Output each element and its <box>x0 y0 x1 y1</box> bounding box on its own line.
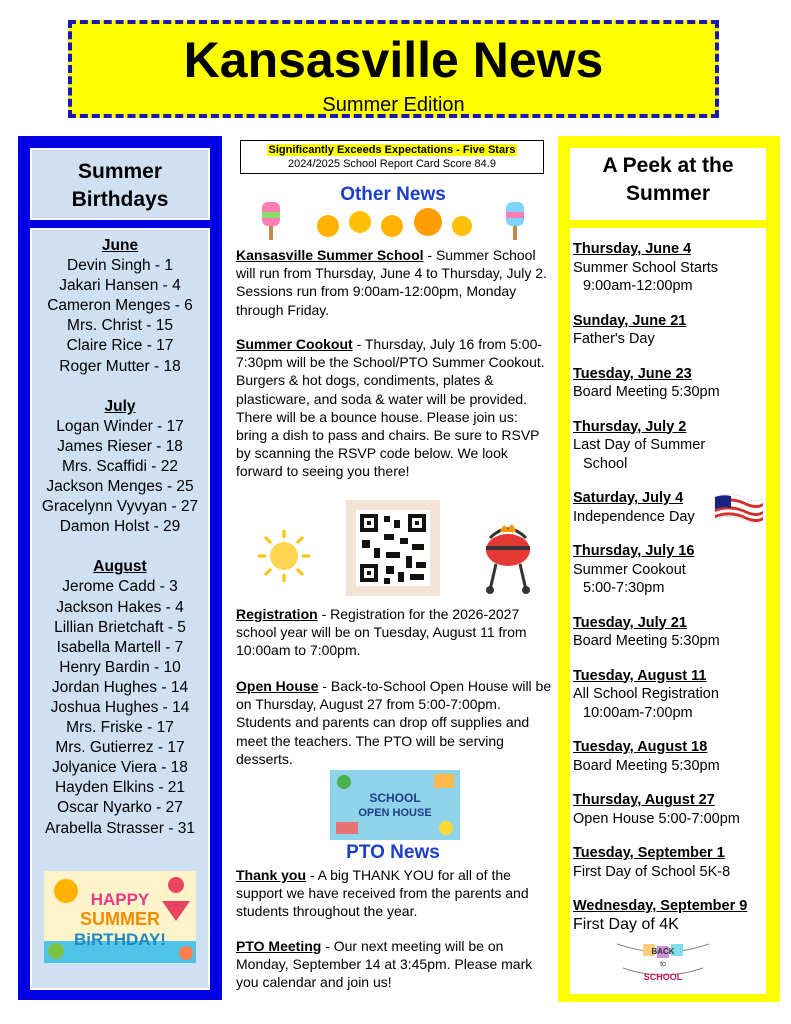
birthday-entry: Jolyanice Viera - 18 <box>52 759 188 777</box>
birthday-entry: Jerome Cadd - 3 <box>62 578 178 596</box>
events-list <box>570 228 766 994</box>
month-june: June <box>101 237 139 254</box>
summer-school-article: Kansasville Summer School - Summer School will run from Thursday, June 4 to Thursday, July 2. Sessions run from 9:00am-12:00pm, Monday through Friday. <box>236 247 547 318</box>
event-item: Tuesday, August 11 All School Registration 10:00am-7:00pm <box>573 667 719 721</box>
news-column <box>234 136 552 1016</box>
report-card-score: 2024/2025 School Report Card Score 84.9 <box>288 158 496 170</box>
svg-text:OPEN HOUSE: OPEN HOUSE <box>358 807 432 819</box>
event-item: Sunday, June 21 Father's Day <box>573 312 687 347</box>
birthday-entry: Roger Mutter - 18 <box>59 357 181 375</box>
open-house-article: Open House - Back-to-School Open House will be on Thursday, August 27 from 5:00-7:00pm. Students and parents can drop off supplies and meet the teachers. The PTO will be serving desserts. <box>236 678 552 767</box>
event-item: Tuesday, July 21 Board Meeting 5:30pm <box>573 614 720 649</box>
birthday-entry: Jackson Hakes - 4 <box>56 598 184 616</box>
calendar-column <box>558 136 780 1002</box>
grill-icon <box>478 516 538 596</box>
event-item: Thursday, August 27 Open House 5:00-7:00pm <box>573 792 740 827</box>
birthday-entry: James Rieser - 18 <box>57 437 183 455</box>
sun-icon <box>317 215 339 237</box>
birthday-entry: Hayden Elkins - 21 <box>54 779 186 797</box>
birthdays-list <box>30 228 210 990</box>
svg-text:SCHOOL: SCHOOL <box>643 972 683 982</box>
popsicle-icon <box>262 202 280 240</box>
birthday-entry: Joshua Hughes - 14 <box>50 698 190 716</box>
event-item: Tuesday, June 23 Board Meeting 5:30pm <box>573 365 720 400</box>
birthday-entry: Gracelynn Vyvyan - 27 <box>41 498 199 516</box>
event-item: Tuesday, August 18 Board Meeting 5:30pm <box>573 739 720 774</box>
svg-text:to: to <box>660 961 666 968</box>
birthday-entry: Oscar Nyarko - 27 <box>57 799 183 817</box>
birthday-entry: Mrs. Christ - 15 <box>67 317 173 335</box>
smiling-sun-icon <box>254 526 314 586</box>
school-open-house-image <box>330 770 460 840</box>
birthday-entry: Jackson Menges - 25 <box>46 478 194 496</box>
newsletter-title: Kansasville News <box>183 32 604 88</box>
month-july: July <box>104 397 136 415</box>
newsletter-subtitle: Summer Edition <box>322 94 465 116</box>
event-item: Thursday, July 16 Summer Cookout 5:00-7:30pm <box>573 543 695 596</box>
birthday-entry: Damon Holst - 29 <box>59 518 181 536</box>
event-item: Thursday, July 2 Last Day of Summer School <box>573 418 706 472</box>
back-to-school-banner <box>613 940 713 986</box>
birthday-entry: Henry Bardin - 10 <box>59 658 181 676</box>
sun-icon <box>452 216 472 236</box>
other-news-title: Other News <box>340 184 446 205</box>
birthday-entry: Jakari Hansen - 4 <box>59 277 181 295</box>
report-card-banner <box>240 140 544 174</box>
summer-cookout-article: Summer Cookout - Thursday, July 16 from 5:00-7:30pm will be the School/PTO Summer Cookout. Burgers & hot dogs, condiments, plates & plasticware, and soda & water will be provided. There will be a bounce house. Please join us: bring a dish to pass and chairs. Be sure to RSVP by scanning the RSVP code below. We look forward to seeing you there! <box>236 336 545 480</box>
rsvp-qr-code[interactable] <box>346 500 440 596</box>
event-item: Saturday, July 4 Independence Day <box>573 489 766 526</box>
popsicle-icon <box>506 202 524 240</box>
birthday-entry: Jordan Hughes - 14 <box>51 678 189 696</box>
birthday-entry: Logan Winder - 17 <box>56 417 184 435</box>
birthday-entry: Devin Singh - 1 <box>67 257 173 275</box>
svg-text:BiRTHDAY!: BiRTHDAY! <box>74 929 166 949</box>
summer-decorations <box>256 196 536 246</box>
svg-text:SCHOOL: SCHOOL <box>369 791 421 805</box>
event-item: Thursday, June 4 Summer School Starts 9:00am-12:00pm <box>573 241 719 294</box>
award-highlight: Significantly Exceeds Expectations - Five Stars <box>268 144 516 156</box>
birthdays-heading: Summer Birthdays <box>30 148 210 220</box>
birthday-entry: Mrs. Friske - 17 <box>66 719 174 737</box>
svg-text:SUMMER: SUMMER <box>80 908 160 929</box>
american-flag-icon <box>711 491 767 531</box>
event-item: Tuesday, September 1 First Day of School 5K-8 <box>573 845 731 880</box>
svg-text:HAPPY: HAPPY <box>90 889 150 909</box>
birthday-entry: Arabella Strasser - 31 <box>45 819 195 837</box>
registration-article: Registration - Registration for the 2026-2027 school year will be on Tuesday, August 11 from 10:00am to 7:00pm. <box>236 606 527 659</box>
calendar-heading: A Peek at the Summer <box>570 148 766 220</box>
sun-icon <box>381 215 403 237</box>
birthdays-column <box>18 136 222 1000</box>
birthday-entry: Claire Rice - 17 <box>66 337 174 355</box>
svg-text:BACK: BACK <box>651 947 675 956</box>
sun-icon <box>349 211 371 233</box>
sun-icon <box>414 208 442 236</box>
pto-news-title: PTO News <box>346 842 440 863</box>
birthday-entry: Mrs. Scaffidi - 22 <box>61 457 178 475</box>
happy-summer-birthday-image <box>44 871 196 963</box>
birthday-entry: Mrs. Gutierrez - 17 <box>55 739 185 757</box>
masthead <box>68 20 719 118</box>
birthday-entry: Lillian Brietchaft - 5 <box>54 618 186 636</box>
thank-you-article: Thank you - A big THANK YOU for all of the support we have received from the parents and students throughout the year. <box>236 867 529 920</box>
month-august: August <box>93 558 147 576</box>
birthday-entry: Isabella Martell - 7 <box>56 638 184 656</box>
pto-meeting-article: PTO Meeting - Our next meeting will be on Monday, September 14 at 3:45pm. Please mark you calendar and join us! <box>236 938 533 991</box>
event-item: Wednesday, September 9 First Day of 4K <box>573 898 748 933</box>
birthday-entry: Cameron Menges - 6 <box>47 297 193 315</box>
